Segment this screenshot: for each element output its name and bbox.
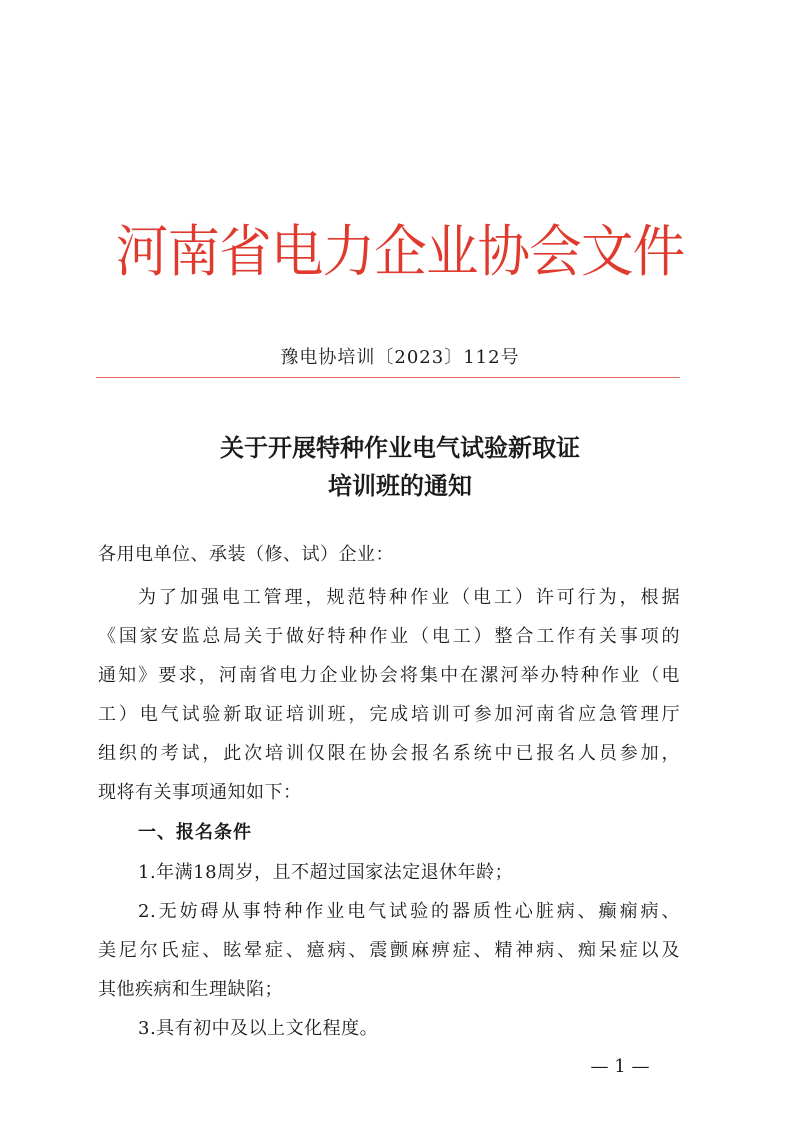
list-item-continuation: 美尼尔氏症、眩晕症、癔病、震颤麻痹症、精神病、痴呆症以及: [98, 940, 680, 961]
list-item: 2.无妨碍从事特种作业电气试验的器质性心脏病、癫痫病、: [138, 901, 680, 922]
list-item: 3.具有初中及以上文化程度。: [138, 1018, 379, 1039]
header-divider: [96, 377, 680, 378]
section-heading: 一、报名条件: [138, 822, 252, 843]
document-number: 豫电协培训〔2023〕112号: [280, 347, 520, 368]
salutation: 各用电单位、承装（修、试）企业：: [98, 544, 394, 565]
paragraph-line: 工）电气试验新取证培训班，完成培训可参加河南省应急管理厅: [98, 704, 680, 725]
paragraph-line: 《国家安监总局关于做好特种作业（电工）整合工作有关事项的: [98, 626, 680, 647]
list-item: 1.年满18周岁，且不超过国家法定退休年龄；: [138, 862, 514, 883]
notice-title-line-2: 培训班的通知: [328, 472, 472, 500]
paragraph-line: 为了加强电工管理，规范特种作业（电工）许可行为，根据: [138, 587, 680, 608]
paragraph-line: 通知》要求，河南省电力企业协会将集中在漯河举办特种作业（电: [98, 665, 680, 686]
paragraph-line: 组织的考试，此次培训仅限在协会报名系统中已报名人员参加，: [98, 743, 680, 764]
list-item-continuation: 其他疾病和生理缺陷；: [98, 979, 283, 1000]
issuing-organization-title: 河南省电力企业协会文件: [115, 220, 685, 285]
paragraph-line: 现将有关事项通知如下：: [98, 782, 302, 803]
notice-title-line-1: 关于开展特种作业电气试验新取证: [220, 434, 580, 462]
page-number: — 1 —: [590, 1056, 650, 1077]
